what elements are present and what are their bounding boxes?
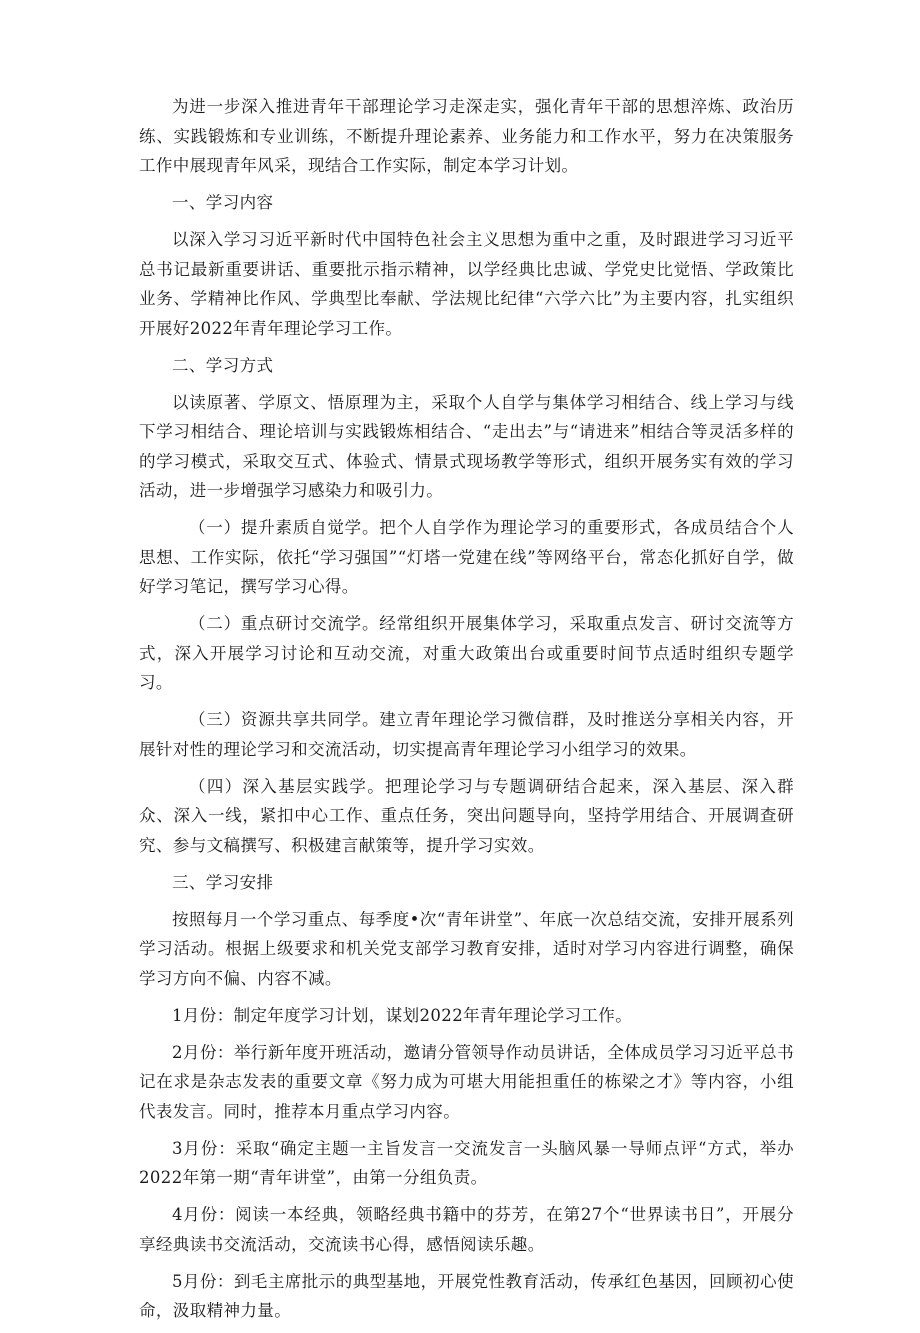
schedule-month-3: 3月份：采取“确定主题一主旨发言一交流发言一头脑风暴一导师点评“方式，举办2022年第一期“青年讲堂”，由第一分组负责。 <box>139 1138 794 1187</box>
section-heading-method: 二、学习方式 <box>172 355 274 375</box>
document-page <box>139 92 794 1333</box>
section-heading-content: 一、学习内容 <box>172 193 274 212</box>
section-method-body: 以读原著、学原文、悟原理为主，采取个人自学与集体学习相结合、线上学习与线下学习相结合、理论培训与实践锻炼相结合、“走出去”与“请进来”相结合等灵活多样的的学习模式，采取交互式、体验式、情景式现场教学等形式，组织开展务实有效的学习活动，进一步增强学习感染力和吸引力。 <box>139 392 794 500</box>
method-item-2: （二）重点研讨交流学。经常组织开展集体学习，采取重点发言、研讨交流等方式，深入开展学习讨论和互动交流，对重大政策出台或重要时间节点适时组织专题学习。 <box>139 614 794 692</box>
section-schedule-body: 按照每月一个学习重点、每季度•次“青年讲堂”、年底一次总结交流，安排开展系列学习活动。根据上级要求和机关党支部学习教育安排，适时对学习内容进行调整，确保学习方向不偏、内容不减。 <box>139 909 794 988</box>
schedule-month-4: 4月份：阅读一本经典，领略经典书籍中的芬芳，在第27个“世界读书日”，开展分享经典读书交流活动，交流读书心得，感悟阅读乐趣。 <box>139 1205 794 1254</box>
method-item-1: （一）提升素质自觉学。把个人自学作为理论学习的重要形式，各成员结合个人思想、工作实际，依托“学习强国”“灯塔一党建在线”等网络平台，常态化抓好自学，做好学习笔记，撰写学习心得。 <box>139 518 794 596</box>
schedule-month-2: 2月份：举行新年度开班活动，邀请分管领导作动员讲话，全体成员学习习近平总书记在求是杂志发表的重要文章《努力成为可堪大用能担重任的栋梁之才》等内容，小组代表发言。同时，推荐本月重点学习内容。 <box>139 1042 794 1121</box>
intro-paragraph: 为进一步深入推进青年干部理论学习走深走实，强化青年干部的思想淬炼、政治历练、实践锻炼和专业训练，不断提升理论素养、业务能力和工作水平，努力在决策服务工作中展现青年风采，现结合工作实际，制定本学习计划。 <box>139 97 794 175</box>
schedule-month-1: 1月份：制定年度学习计划，谋划2022年青年理论学习工作。 <box>172 1005 633 1025</box>
section-content-body: 以深入学习习近平新时代中国特色社会主义思想为重中之重，及时跟进学习习近平总书记最新重要讲话、重要批示指示精神，以学经典比忠诚、学党史比觉悟、学政策比业务、学精神比作风、学典型比奉献、学法规比纪律“六学六比”为主要内容，扎实组织开展好2022年青年理论学习工作。 <box>139 230 794 338</box>
method-item-4: （四）深入基层实践学。把理论学习与专题调研结合起来，深入基层、深入群众、深入一线，紧扣中心工作、重点任务，突出问题导向，坚持学用结合、开展调查研究、参与文稿撰写、积极建言献策等，提升学习实效。 <box>139 776 794 855</box>
method-item-3: （三）资源共享共同学。建立青年理论学习微信群，及时推送分享相关内容，开展针对性的理论学习和交流活动，切实提高青年理论学习小组学习的效果。 <box>139 710 794 759</box>
schedule-month-5: 5月份：到毛主席批示的典型基地，开展党性教育活动，传承红色基因，回顾初心使命，汲取精神力量。 <box>139 1271 794 1320</box>
section-heading-schedule: 三、学习安排 <box>172 872 274 892</box>
